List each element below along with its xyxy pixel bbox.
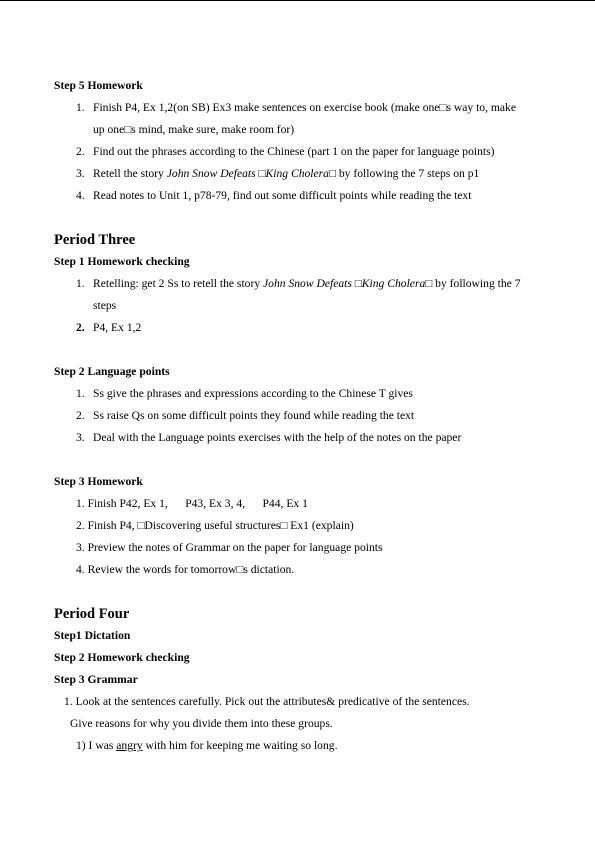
period-four-title: Period Four [54,606,130,622]
step5-item2-text: Find out the phrases according to the Chinese (part 1 on the paper for language points) [93,145,495,158]
p3-step2-item3-text: Deal with the Language points exercises with the help of the notes on the paper [93,431,462,444]
p3-step2-item2-text: Ss raise Qs on some difficult points they found while reading the text [93,409,415,422]
p3-step3-item4: 4. Review the words for tomorrow□s dictation. [76,563,295,576]
p3-step2-item3-number: 3. [76,431,85,444]
underlined-word: angry [116,739,143,752]
p4-step1-heading: Step1 Dictation [54,629,131,642]
p3-step3-item1: 1. Finish P42, Ex 1, P43, Ex 3, 4, P44, Ex 1 [76,497,308,510]
story-title: John Snow Defeats □King Cholera□ [166,167,336,180]
p3-step3-item3: 3. Preview the notes of Grammar on the paper for language points [76,541,383,554]
p3-step2-heading: Step 2 Language points [54,365,170,378]
p3-step2-item1-number: 1. [76,387,85,400]
step5-item3-text: Retell the story John Snow Defeats □King Cholera□ by following the 7 steps on p1 [93,167,480,180]
p4-grammar-instruction-2: Give reasons for why you divide them into these groups. [70,717,333,730]
p3-step2-item2-number: 2. [76,409,85,422]
step5-item1-number: 1. [76,101,85,114]
period-three-title: Period Three [54,232,136,248]
story-title: John Snow Defeats □King Cholera□ [263,277,433,290]
p3-step1-item2-text: P4, Ex 1,2 [93,321,142,334]
p4-step2-heading: Step 2 Homework checking [54,651,190,664]
p3-step1-item2-number: 2. [76,321,85,334]
p3-step1-item1-number: 1. [76,277,85,290]
step5-item1-continuation: up one□s mind, make sure, make room for) [93,123,295,136]
p4-step3-heading: Step 3 Grammar [54,673,138,686]
step5-item4-text: Read notes to Unit 1, p78-79, find out some difficult points while reading the text [93,189,472,202]
p3-step3-heading: Step 3 Homework [54,475,143,488]
step5-item3-number: 3. [76,167,85,180]
p3-step2-item1-text: Ss give the phrases and expressions according to the Chinese T gives [93,387,413,400]
step5-item4-number: 4. [76,189,85,202]
p4-grammar-instruction-1: 1. Look at the sentences carefully. Pick out the attributes& predicative of the sentences. [64,695,470,708]
step5-item1-text: Finish P4, Ex 1,2(on SB) Ex3 make sentences on exercise book (make one□s way to, make [93,101,517,114]
p3-step3-item2: 2. Finish P4, □Discovering useful structures□ Ex1 (explain) [76,519,354,532]
p4-grammar-example-1: 1) I was angry with him for keeping me waiting so long. [76,739,338,752]
step5-item2-number: 2. [76,145,85,158]
step5-heading: Step 5 Homework [54,79,143,92]
p3-step1-heading: Step 1 Homework checking [54,255,190,268]
page-top-rule [0,0,595,1]
p3-step1-item1-text: Retelling: get 2 Ss to retell the story John Snow Defeats □King Cholera□ by following the 7 [93,277,521,290]
p3-step1-item1-continuation: steps [93,299,117,312]
